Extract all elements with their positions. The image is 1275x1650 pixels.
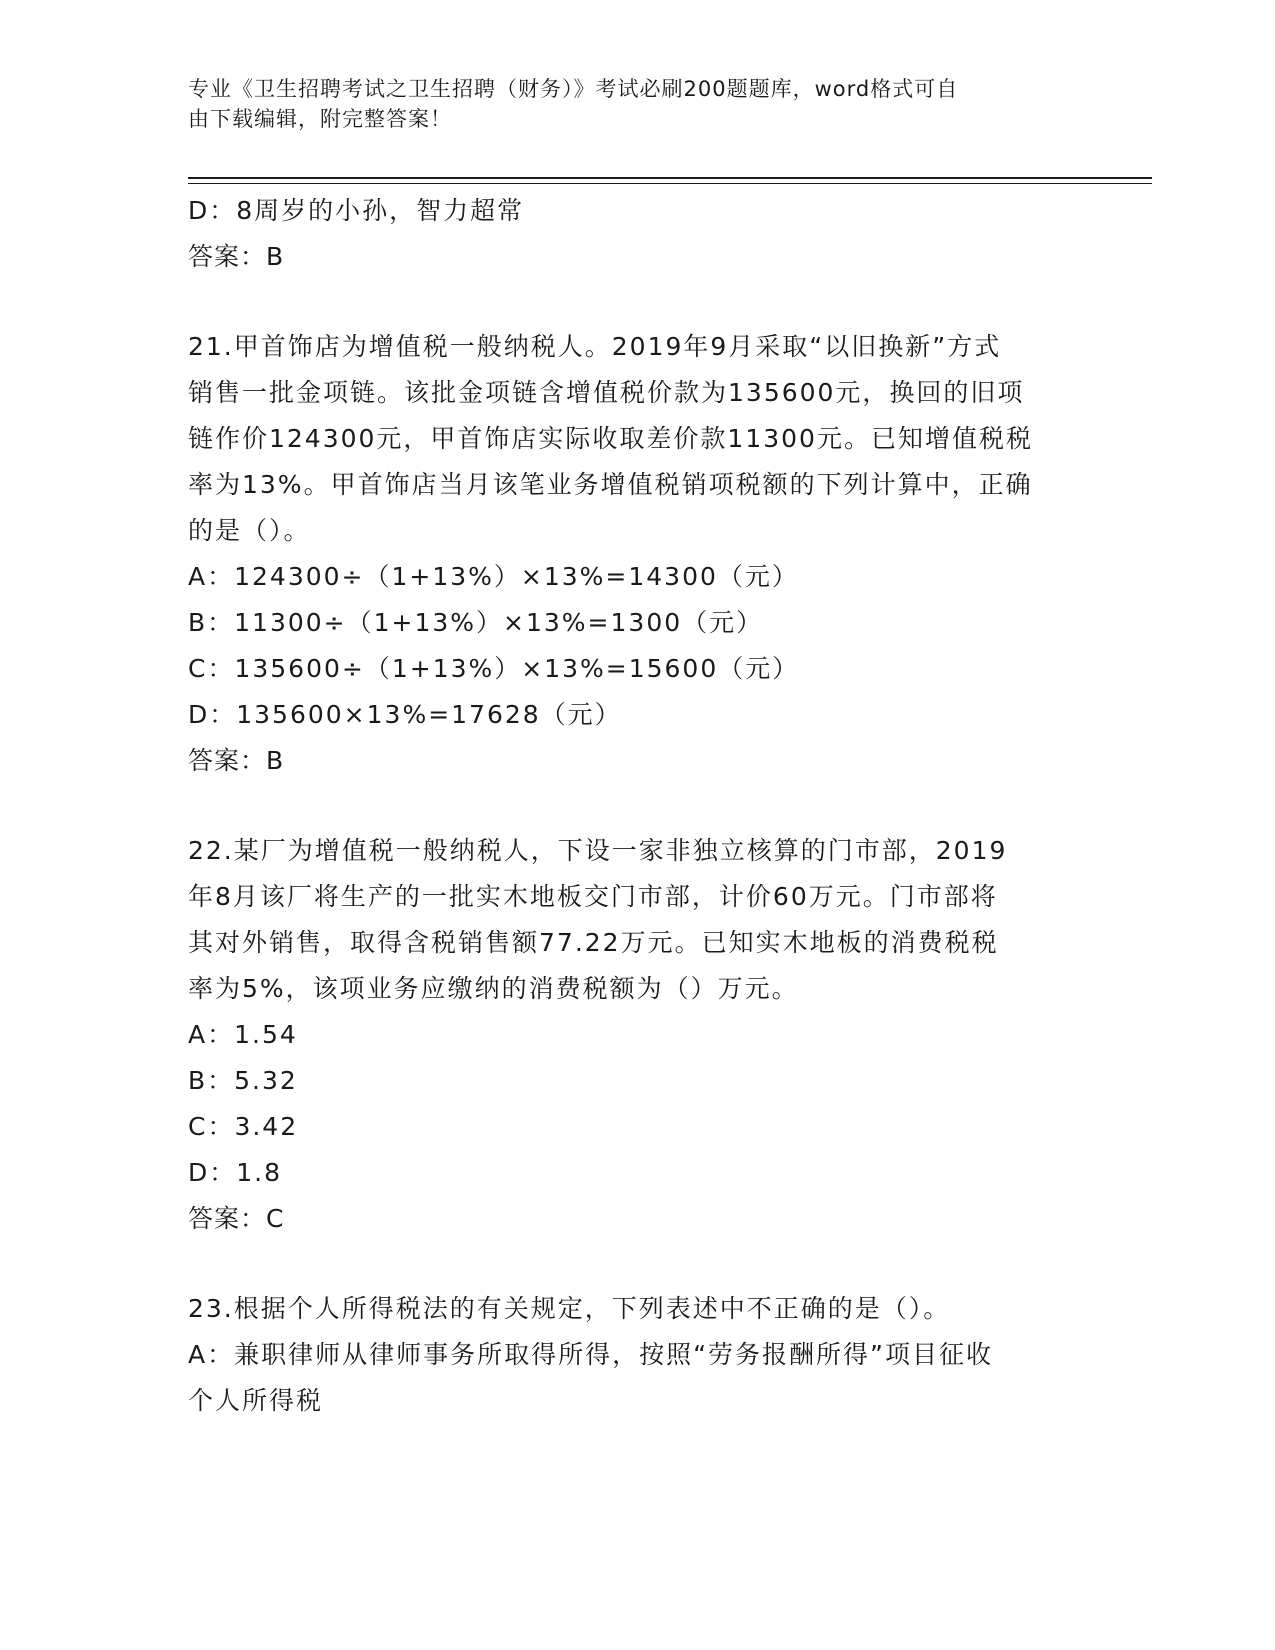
header-divider-thin (188, 183, 1152, 184)
option-a-continued: 个人所得税 (188, 1386, 324, 1415)
question-23 (188, 1286, 1088, 1424)
option-a: A：1.54 (188, 1020, 298, 1049)
header-line-2: 由下载编辑，附完整答案！ (188, 107, 452, 131)
header-line-1: 专业《卫生招聘考试之卫生招聘（财务）》考试必刷200题题库，word格式可自 (188, 77, 959, 101)
question-text-line: 22.某厂为增值税一般纳税人，下设一家非独立核算的门市部，2019 (188, 836, 1008, 865)
answer: 答案：C (188, 1204, 285, 1233)
option-d: D：135600×13%=17628（元） (188, 700, 622, 729)
answer: 答案：B (188, 242, 285, 271)
option-c: C：135600÷（1+13%）×13%=15600（元） (188, 654, 800, 683)
prev-question (188, 188, 1088, 280)
option-c: C：3.42 (188, 1112, 299, 1141)
question-text-line: 链作价124300元，甲首饰店实际收取差价款11300元。已知增值税税 (188, 424, 1033, 453)
option-b: B：11300÷（1+13%）×13%=1300（元） (188, 608, 764, 637)
question-text-line: 21.甲首饰店为增值税一般纳税人。2019年9月采取“以旧换新”方式 (188, 332, 1002, 361)
header-divider-thick (188, 177, 1152, 179)
question-21 (188, 324, 1088, 784)
spacer (188, 1242, 1088, 1286)
spacer (188, 784, 1088, 828)
document-body (188, 188, 1088, 1424)
question-22 (188, 828, 1088, 1242)
question-text-line: 年8月该厂将生产的一批实木地板交门市部，计价60万元。门市部将 (188, 882, 998, 911)
spacer (188, 280, 1088, 324)
option-a: A：124300÷（1+13%）×13%=14300（元） (188, 562, 799, 591)
question-text-line: 销售一批金项链。该批金项链含增值税价款为135600元，换回的旧项 (188, 378, 1025, 407)
option-a: A：兼职律师从律师事务所取得所得，按照“劳务报酬所得”项目征收 (188, 1340, 994, 1369)
question-text-line: 的是（）。 (188, 516, 311, 545)
question-text-line: 率为13%。甲首饰店当月该笔业务增值税销项税额的下列计算中，正确 (188, 470, 1033, 499)
option-b: B：5.32 (188, 1066, 298, 1095)
answer: 答案：B (188, 746, 285, 775)
option-d: D：8周岁的小孙，智力超常 (188, 196, 525, 225)
option-d: D：1.8 (188, 1158, 283, 1187)
question-text-line: 率为5%，该项业务应缴纳的消费税额为（）万元。 (188, 974, 799, 1003)
question-text-line: 其对外销售，取得含税销售额77.22万元。已知实木地板的消费税税 (188, 928, 999, 957)
document-header (188, 74, 1078, 134)
question-text-line: 23.根据个人所得税法的有关规定，下列表述中不正确的是（）。 (188, 1294, 951, 1323)
